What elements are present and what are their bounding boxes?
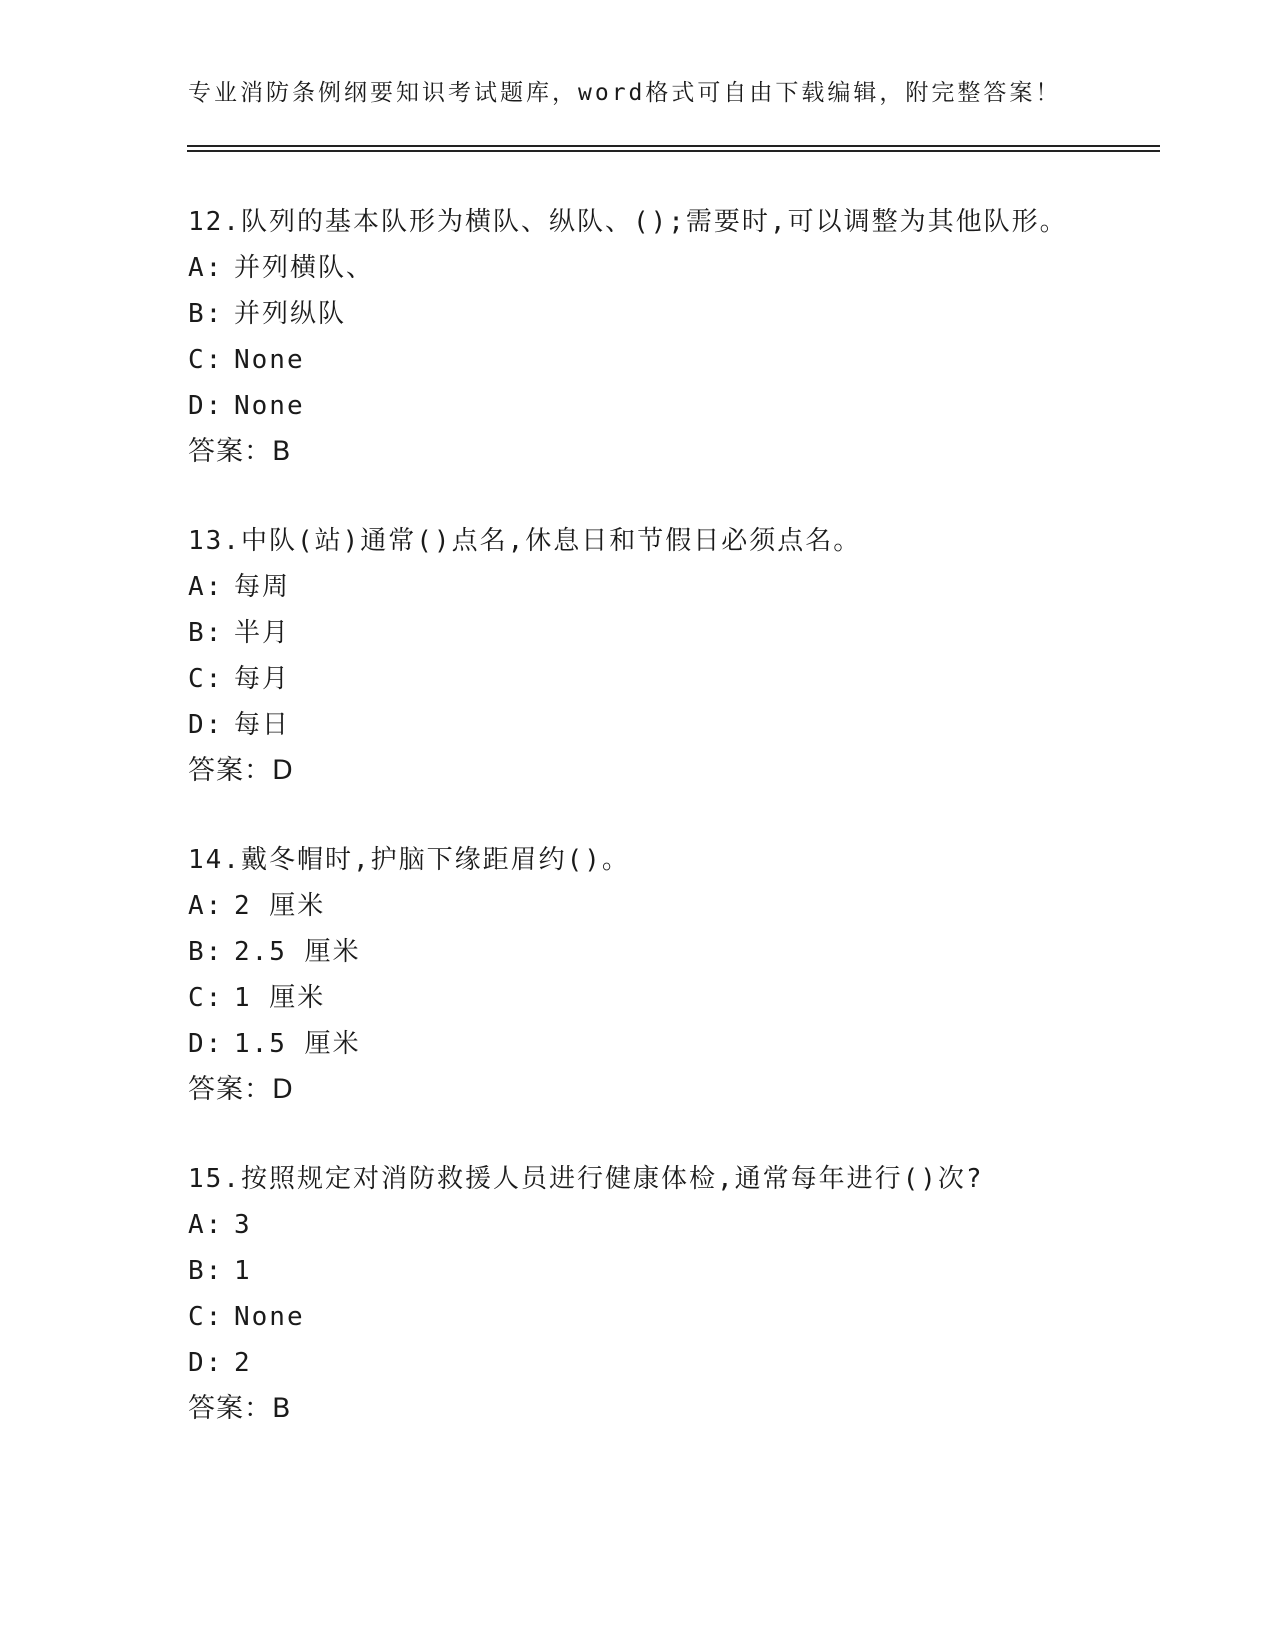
option-text: 1.5 厘米 [234, 1029, 361, 1059]
option-key: A: [188, 891, 224, 921]
option-text: 1 厘米 [234, 983, 326, 1013]
option-key: C: [188, 1302, 224, 1332]
question-stem: 13.中队(站)通常()点名,休息日和节假日必须点名。 [188, 526, 862, 556]
option-text: 2 [234, 1348, 252, 1378]
question-stem: 15.按照规定对消防救援人员进行健康体检,通常每年进行()次? [188, 1164, 984, 1194]
option-c [188, 337, 1168, 383]
option-b [188, 291, 1168, 337]
option-text: 每月 [234, 664, 291, 694]
option-c [188, 656, 1168, 702]
option-text: 2 厘米 [234, 891, 326, 921]
option-a [188, 1202, 1168, 1248]
option-c [188, 1294, 1168, 1340]
option-b [188, 610, 1168, 656]
option-b [188, 1248, 1168, 1294]
question-12 [188, 199, 1168, 475]
answer-line: 答案：B [188, 436, 292, 467]
option-key: D: [188, 391, 224, 421]
option-key: C: [188, 983, 224, 1013]
question-13 [188, 518, 1168, 794]
option-a [188, 564, 1168, 610]
option-d [188, 702, 1168, 748]
header-rule-top [187, 145, 1160, 147]
option-text: 每周 [234, 572, 291, 602]
answer-line: 答案：D [188, 755, 294, 786]
option-key: A: [188, 1210, 224, 1240]
answer-line: 答案：B [188, 1393, 292, 1424]
option-key: B: [188, 299, 224, 329]
option-key: B: [188, 618, 224, 648]
option-text: 1 [234, 1256, 252, 1286]
option-text: 每日 [234, 710, 291, 740]
option-key: A: [188, 572, 224, 602]
option-a [188, 883, 1168, 929]
option-text: None [234, 391, 305, 421]
option-key: C: [188, 664, 224, 694]
header-rule-bottom [187, 150, 1160, 152]
option-text: 半月 [234, 618, 291, 648]
option-text: None [234, 1302, 305, 1332]
option-key: D: [188, 1029, 224, 1059]
option-key: C: [188, 345, 224, 375]
option-key: B: [188, 1256, 224, 1286]
option-key: A: [188, 253, 224, 283]
option-text: 3 [234, 1210, 252, 1240]
option-text: None [234, 345, 305, 375]
option-key: D: [188, 710, 224, 740]
answer-line: 答案：D [188, 1074, 294, 1105]
question-14 [188, 837, 1168, 1113]
option-key: D: [188, 1348, 224, 1378]
option-b [188, 929, 1168, 975]
header-text: 专业消防条例纲要知识考试题库，word格式可自由下载编辑，附完整答案！ [188, 80, 1062, 106]
option-c [188, 975, 1168, 1021]
option-d [188, 1340, 1168, 1386]
question-15 [188, 1156, 1168, 1432]
option-d [188, 1021, 1168, 1067]
option-text: 并列纵队 [234, 299, 347, 329]
option-d [188, 383, 1168, 429]
option-text: 并列横队、 [234, 253, 375, 283]
question-stem: 12.队列的基本队形为横队、纵队、();需要时,可以调整为其他队形。 [188, 207, 1068, 237]
option-text: 2.5 厘米 [234, 937, 361, 967]
question-stem: 14.戴冬帽时,护脑下缘距眉约()。 [188, 845, 630, 875]
option-a [188, 245, 1168, 291]
option-key: B: [188, 937, 224, 967]
